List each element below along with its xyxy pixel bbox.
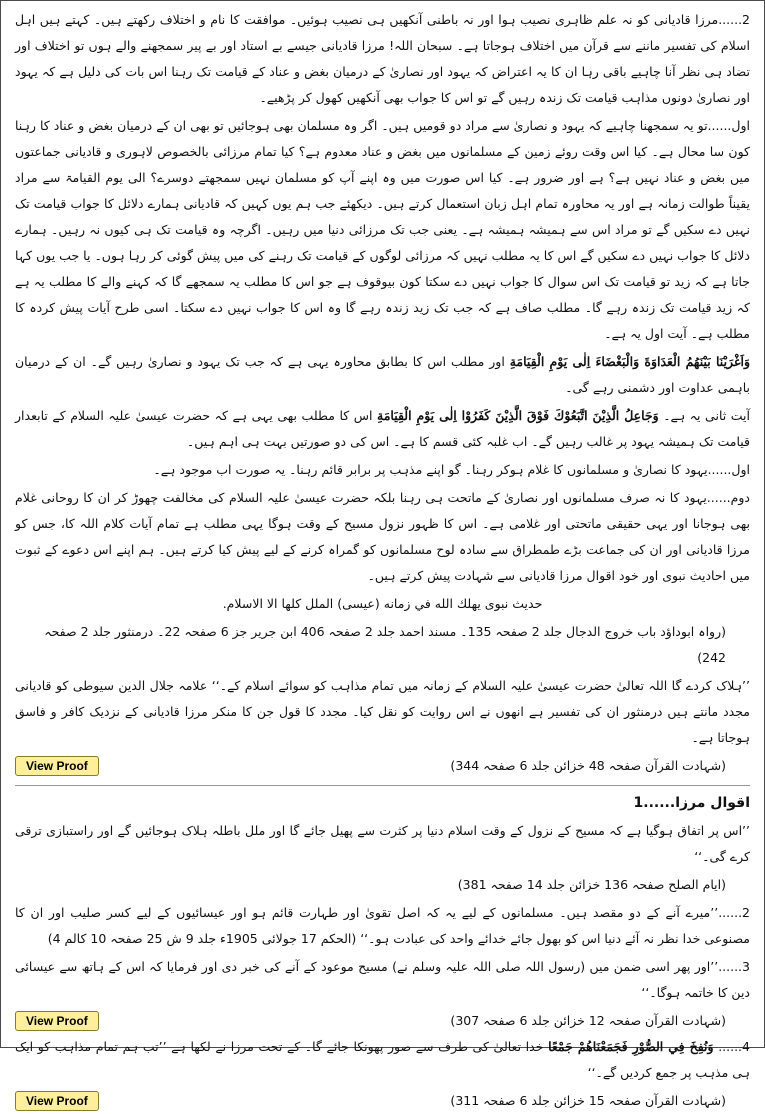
paragraph-awwal: اول......تو یہ سمجھنا چاہیے کہ یہود و نصاریٰ سے مراد دو قومیں ہیں۔ اگر وہ مسلمان بھی ہوجائیں تو بھی ان کے درمیان بغض و عناد کا رہنا کون سا محال ہے۔ کیا اس وقت روئے زمین کے مسلمانوں میں بغض و عناد معدوم ہے؟ کیا تمام مرزائی بالخصوص لاہوری و قادیانی جماعتوں میں بغض و عناد نہیں ہے؟ ہے اور ضرور ہے۔ کیا اس صورت میں وہ اپنے آپ کو مسلمان نہیں سمجھتے دوسرے؟ الی یوم القیامۃ سے مراد یقیناً طوالت زمانہ ہے اور یہ محاورہ تمام اہل زبان استعمال کرتے ہیں۔ دیکھئے جب ہم یوں کہیں کہ قادیانی ہمارے دلائل کا جواب قیامت تک نہیں دے سکیں گے تو مراد اس سے ہمیشہ ہمیشہ ہے۔ یعنی جب تک مرزائی دنیا میں رہیں۔ اگرچہ وہ قیامت تک ہی کیوں نہ رہیں۔ ہمارے دلائل کا جواب نہیں دے سکیں گے اس کا یہ مطلب نہیں کہ مرزائی لوگوں کے قیامت تک رہنے کی میں پیش گوئی کر رہا ہوں۔ یا جب یوں کہا جاتا ہے کہ زید تو قیامت تک اس سوال کا جواب نہیں دے سکتا کون بیوقوف ہے جو اس کا مطلب یہ سمجھے گا کہ کہنے والے کا مطلب یہ ہے کہ زید قیامت تک زندہ رہے گا۔ مطلب صاف ہے کہ جب تک زید زندہ رہے گا وہ اس کا جواب نہیں دے سکتا۔ اسی طرح آیات پیش کردہ کا مطلب ہے۔ آیت اول یہ ہے۔	[15, 118, 750, 341]
quote-1: ’’ہلاک کردے گا اللہ تعالیٰ حضرت عیسیٰ علیہ السلام کے زمانہ میں تمام مذاہب کو سوائے اسلام کے۔‘‘ علامہ جلال الدین سیوطی کو قادیانی مجدد مانتے ہیں درمنثور ان کی تفسیر ہے انھوں نے اس روایت کو نقل کیا۔ مجدد کا قول جن کا منکر مرزا قادیانی کے نزدیک کافر و فاسق ہوجاتا ہے۔	[15, 678, 750, 745]
arabic-verse-1: وَاَغْرَيْنَا بَيْنَهُمُ الْعَدَاوَةَ وَالْبَغْضَاءَ اِلٰى يَوْمِ الْقِيَامَةِ	[509, 354, 750, 369]
section-title-aqwal-mirza: اقوال مرزا......1	[633, 795, 750, 811]
view-proof-button[interactable]: View Proof	[15, 756, 99, 776]
paragraph-2: 2......مرزا قادیانی کو نہ علم ظاہری نصیب ہوا اور نہ باطنی آنکھیں ہی نصیب ہوئیں۔ موافقت کا نام و اختلاف رکھتے ہیں۔ کہتے ہیں اہل اسلام کی تفسیر ماننے سے قرآن میں اختلاف ہوجاتا ہے۔ سبحان اللہ! مرزا قادیانی جیسے بے استاد اور بے پیر سمجھنے والے ہوں تو اختلاف اور تضاد ہی نظر آنا چاہیے باقی رہا ان کا یہ اعتراض کہ یہود اور نصاریٰ کے درمیان بغض و عناد کے قیامت تک رہنا اس بات کی دلیل ہے کہ یہود اور نصاریٰ دونوں مذاہب قیامت تک زندہ رہیں گے تو اس کا جواب بھی آنکھیں کھول کر پڑھیے۔	[15, 12, 750, 105]
verse-2-paragraph	[15, 403, 750, 455]
aqwal-3-ref-row	[15, 1008, 750, 1034]
verse-1-paragraph	[15, 349, 750, 401]
quote-1-ref-row	[15, 753, 750, 779]
view-proof-button[interactable]: View Proof	[15, 1091, 99, 1111]
verse-2-explanation: اس کا مطلب بھی یہی ہے کہ حضرت عیسیٰ علیہ السلام کے تابعدار قیامت تک ہمیشہ یہود پر غالب رہیں گے۔ اب غلبہ کئی قسم کا ہے۔ اس کی دو صورتیں بہت ہی اہم ہیں۔	[15, 408, 750, 449]
aqwal-3-reference: (شہادت القرآن صفحہ 12 خزائن جلد 6 صفحہ 307)	[450, 1013, 726, 1028]
aqwal-1-text: ’’اس پر اتفاق ہوگیا ہے کہ مسیح کے نزول کے وقت اسلام دنیا پر کثرت سے پھیل جائے گا اور ملل باطلہ ہلاک ہوجائیں گے اور راستبازی ترقی کرے گی۔‘‘	[15, 823, 750, 864]
arabic-verse-2: وَجَاعِلُ الَّذِيْنَ اتَّبَعُوْكَ فَوْقَ الَّذِيْنَ كَفَرُوْا اِلٰى يَوْمِ الْقِيَامَةِ	[377, 408, 659, 423]
aqwal-4-suffix: خدا تعالیٰ کی طرف سے صور پھونکا جائے گا۔ کے تحت مرزا نے لکھا ہے ’’تب ہم تمام مذاہب کو ایک ہی مذہب پر جمع کردیں گے۔‘‘	[15, 1039, 750, 1080]
view-proof-button[interactable]: View Proof	[15, 1011, 99, 1031]
aqwal-3-text: 3......’’اور پھر اسی ضمن میں (رسول اللہ صلی اللہ علیہ وسلم نے) مسیح موعود کے آنے کی خبر دی اور فرمایا کہ اس کے ہاتھ سے عیسائی دین کا خاتمہ ہوگا۔‘‘	[15, 959, 750, 1000]
hadith-title: حدیث نبوی يهلك الله في زمانه (عيسى) الملل كلها الا الاسلام.	[222, 596, 543, 611]
quote-1-reference: (شہادت القرآن صفحہ 48 خزائن جلد 6 صفحہ 344)	[450, 758, 726, 773]
hadith-reference: (رواہ ابوداؤد باب خروج الدجال جلد 2 صفحہ 135۔ مسند احمد جلد 2 صفحہ 406 ابن جریر جز 6 صفحہ 22۔ درمنثور جلد 2 صفحہ 242)	[44, 624, 726, 665]
verse-2-intro: آیت ثانی یہ ہے۔	[663, 408, 750, 423]
aqwal-4-arabic: وَنُفِخَ فِي الصُّوْرِ فَجَمَعْنَاهُمْ جَمْعًا	[548, 1039, 714, 1054]
paragraph-doum: دوم......یہود کا نہ صرف مسلمانوں اور نصاریٰ کے ماتحت ہی رہنا بلکہ حضرت عیسیٰ علیہ السلام کی مخالفت چھوڑ کر ان کا روحانی غلام بھی ہوجانا اور یہی حقیقی ماتحتی اور غلامی ہے۔ اس کا ظہور نزول مسیح کے وقت ہوگا یہی مطلب ہے تمام آیات کلام اللہ کا، جس کو مرزا قادیانی اور ان کی جماعت بڑے طمطراق سے سادہ لوح مسلمانوں کو گمراہ کرنے کے لیے پیش کیا کرتے ہیں۔ ہم اپنے اس دعوے کے ثبوت میں احادیث نبوی اور خود اقوال مرزا قادیانی سے شہادت پیش کرتے ہیں۔	[15, 490, 750, 583]
aqwal-4-ref-row	[15, 1088, 750, 1114]
verse-1-explanation: اور مطلب اس کا بطابق محاورہ یہی ہے کہ جب تک یہود و نصاریٰ رہیں گے۔ ان کے درمیان باہمی عداوت اور دشمنی رہے گی۔	[15, 354, 750, 395]
aqwal-2-text: 2......’’میرے آنے کے دو مقصد ہیں۔ مسلمانوں کے لیے یہ کہ اصل تقویٰ اور طہارت قائم ہو اور عیسائیوں کے لیے کسر صلیب اور ان کا مصنوعی خدا نظر نہ آئے دنیا اس کو بھول جائے خدائے واحد کی عبادت ہو۔‘‘ (الحکم 17 جولائی 1905ء جلد 9 ش 25 صفحہ 10 کالم 4)	[15, 905, 750, 946]
aqwal-1-reference: (ایام الصلح صفحہ 136 خزائن جلد 14 صفحہ 381)	[457, 877, 726, 892]
aqwal-4-text	[15, 1034, 750, 1086]
section-divider	[15, 785, 750, 786]
aqwal-4-reference: (شہادت القرآن صفحہ 15 خزائن جلد 6 صفحہ 311)	[450, 1093, 726, 1108]
aqwal-4-prefix: 4......	[718, 1039, 750, 1054]
paragraph-awwal-2: اول......یہود کا نصاریٰ و مسلمانوں کا غلام ہوکر رہنا۔ گو اپنے مذہب پر برابر قائم رہنا۔ یہ صورت اب موجود ہے۔	[153, 462, 750, 477]
